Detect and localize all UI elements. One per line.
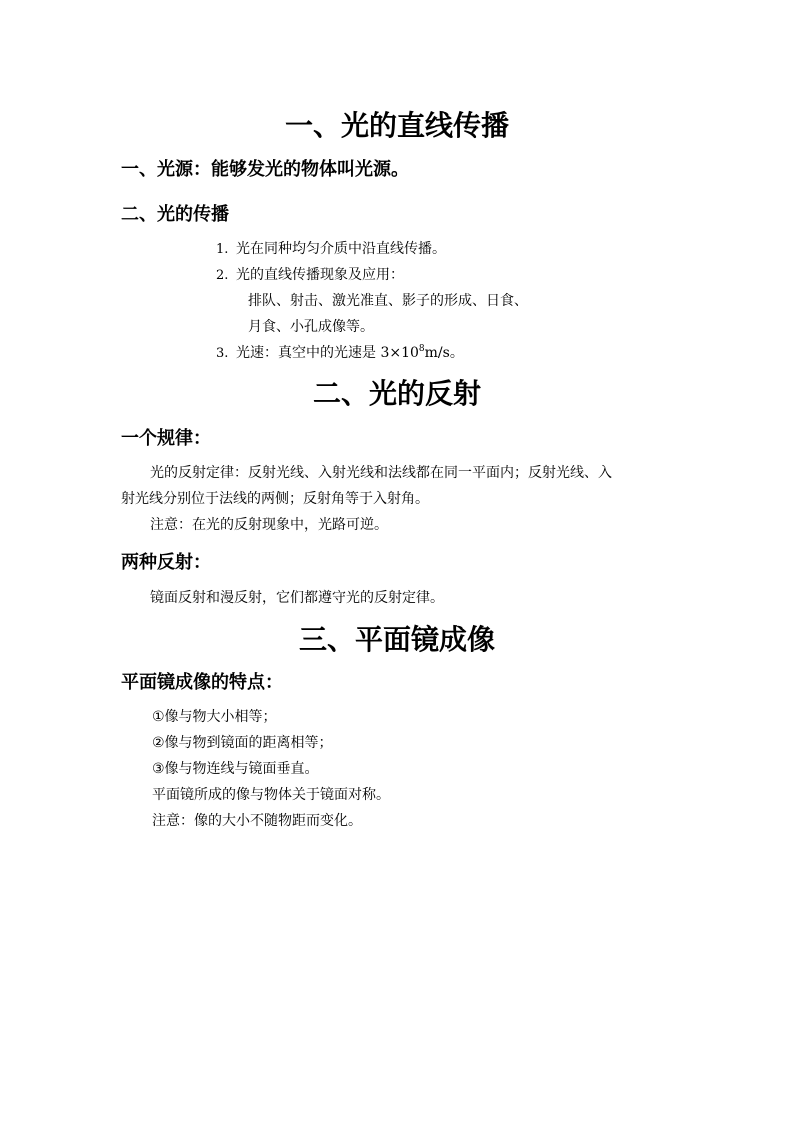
symmetry-text: 平面镜所成的像与物体关于镜面对称。 (152, 787, 390, 803)
applications-line-2: 月食、小孔成像等。 (248, 319, 374, 335)
law-line-2: 射光线分别位于法线的两侧；反射角等于入射角。 (121, 491, 429, 507)
light-speed-unit: m/s (424, 345, 450, 361)
light-source-definition: 一、光源：能够发光的物体叫光源。 (121, 159, 409, 180)
list-item-3-text: 光速：真空中的光速是 (236, 345, 376, 361)
law-line-1: 光的反射定律：反射光线、入射光线和法线都在同一平面内；反射光线、入 (150, 465, 612, 481)
applications-line-1: 排队、射击、激光准直、影子的形成、日食、 (248, 293, 528, 309)
types-text: 镜面反射和漫反射，它们都遵守光的反射定律。 (150, 590, 444, 606)
light-speed-value: 3×10 (380, 345, 419, 361)
reflection-note: 注意：在光的反射现象中，光路可逆。 (150, 517, 388, 533)
list-item-2-number: 2. (216, 268, 229, 283)
mirror-note: 注意：像的大小不随物距而变化。 (152, 813, 362, 829)
list-item-3-number: 3. (216, 346, 229, 361)
propagation-heading: 二、光的传播 (121, 204, 229, 225)
list-item-1-text: 光在同种均匀介质中沿直线传播。 (236, 241, 446, 257)
section2-title: 二、光的反射 (312, 377, 481, 410)
types-heading: 两种反射： (121, 552, 211, 573)
law-heading: 一个规律： (121, 428, 211, 449)
feature-item-2: ②像与物到镜面的距离相等； (152, 735, 333, 751)
section3-title: 三、平面镜成像 (298, 623, 495, 656)
section1-title: 一、光的直线传播 (284, 109, 509, 142)
list-item-1-number: 1. (216, 242, 229, 257)
light-speed-exponent: 8 (418, 344, 425, 354)
feature-item-1: ①像与物大小相等； (152, 709, 277, 725)
list-item-2 (216, 264, 404, 284)
list-item-3 (216, 342, 464, 362)
features-heading: 平面镜成像的特点： (121, 672, 283, 693)
list-item-3-end: 。 (449, 345, 464, 361)
feature-item-3: ③像与物连线与镜面垂直。 (152, 761, 319, 777)
list-item-1 (216, 238, 446, 258)
list-item-2-text: 光的直线传播现象及应用： (236, 267, 404, 283)
